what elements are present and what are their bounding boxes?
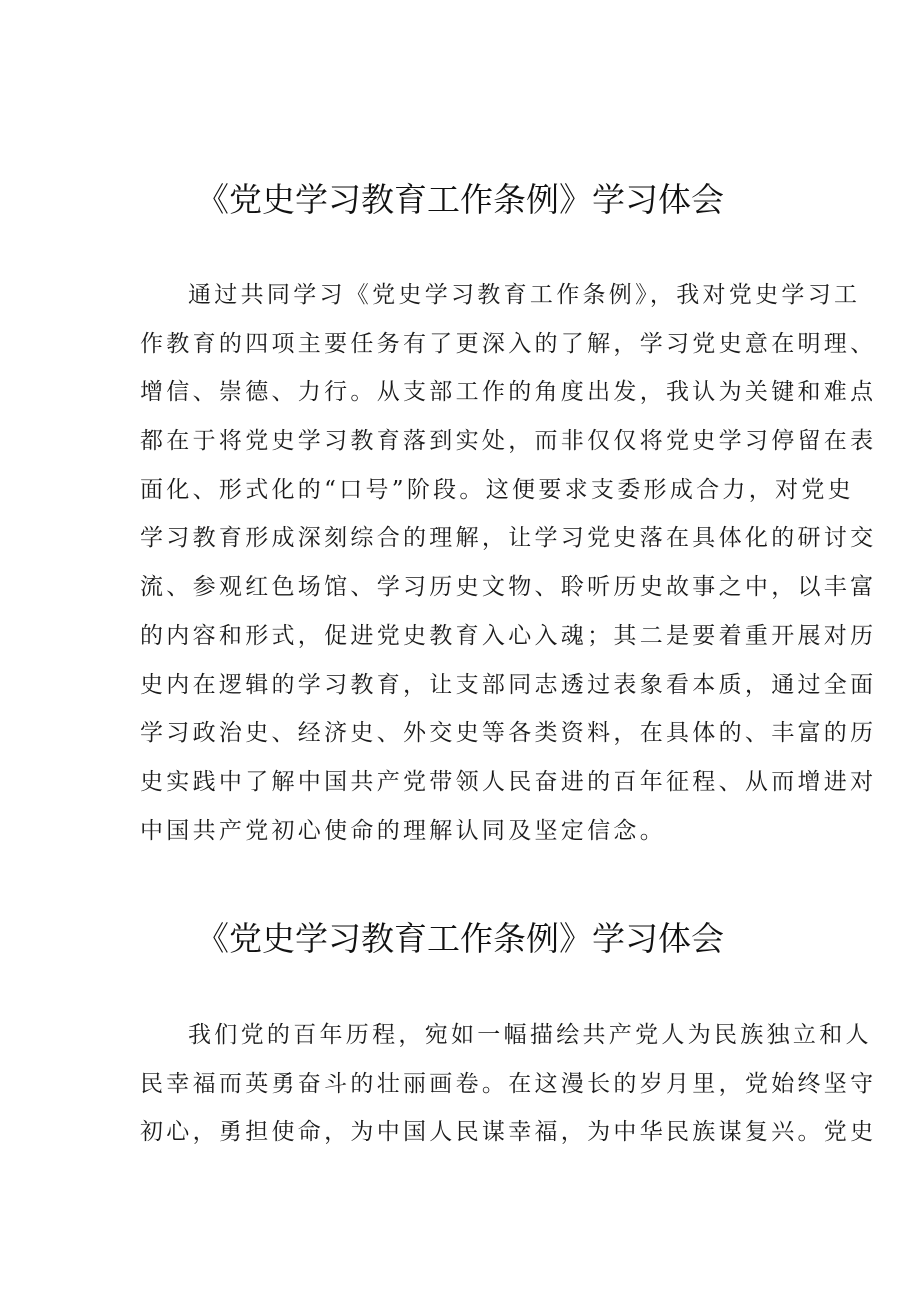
- body-line: 作教育的四项主要任务有了更深入的了解，学习党史意在明理、: [140, 330, 877, 357]
- section-title-2: 《党史学习教育工作条例》学习体会: [196, 919, 724, 958]
- body-line: 民幸福而英勇奋斗的壮丽画卷。在这漫长的岁月里，党始终坚守: [140, 1070, 877, 1097]
- body-line: 通过共同学习《党史学习教育工作条例》，我对党史学习工: [188, 282, 861, 308]
- section-title-1: 《党史学习教育工作条例》学习体会: [196, 180, 724, 219]
- body-line: 面化、形式化的“口号”阶段。这便要求支委形成合力，对党史: [140, 476, 854, 503]
- body-line: 中国共产党初心使命的理解认同及坚定信念。: [140, 817, 666, 844]
- section-body-1: [140, 271, 877, 855]
- body-line: 我们党的百年历程，宛如一幅描绘共产党人为民族独立和人: [188, 1022, 872, 1048]
- body-line: 学习教育形成深刻综合的理解，让学习党史落在具体化的研讨交: [140, 525, 877, 552]
- body-line: 的内容和形式，促进党史教育入心入魂；其二是要着重开展对历: [140, 622, 877, 649]
- body-line: 初心，勇担使命，为中国人民谋幸福，为中华民族谋复兴。党史: [140, 1119, 877, 1146]
- body-line: 增信、崇德、力行。从支部工作的角度出发，我认为关键和难点: [140, 379, 877, 406]
- body-line: 史内在逻辑的学习教育，让支部同志透过表象看本质，通过全面: [140, 671, 877, 698]
- section-body-2: [140, 1011, 877, 1157]
- body-line: 都在于将党史学习教育落到实处，而非仅仅将党史学习停留在表: [140, 428, 877, 455]
- body-line: 学习政治史、经济史、外交史等各类资料，在具体的、丰富的历: [140, 720, 877, 747]
- body-line: 史实践中了解中国共产党带领人民奋进的百年征程、从而增进对: [140, 768, 877, 795]
- body-line: 流、参观红色场馆、学习历史文物、聆听历史故事之中，以丰富: [140, 574, 877, 601]
